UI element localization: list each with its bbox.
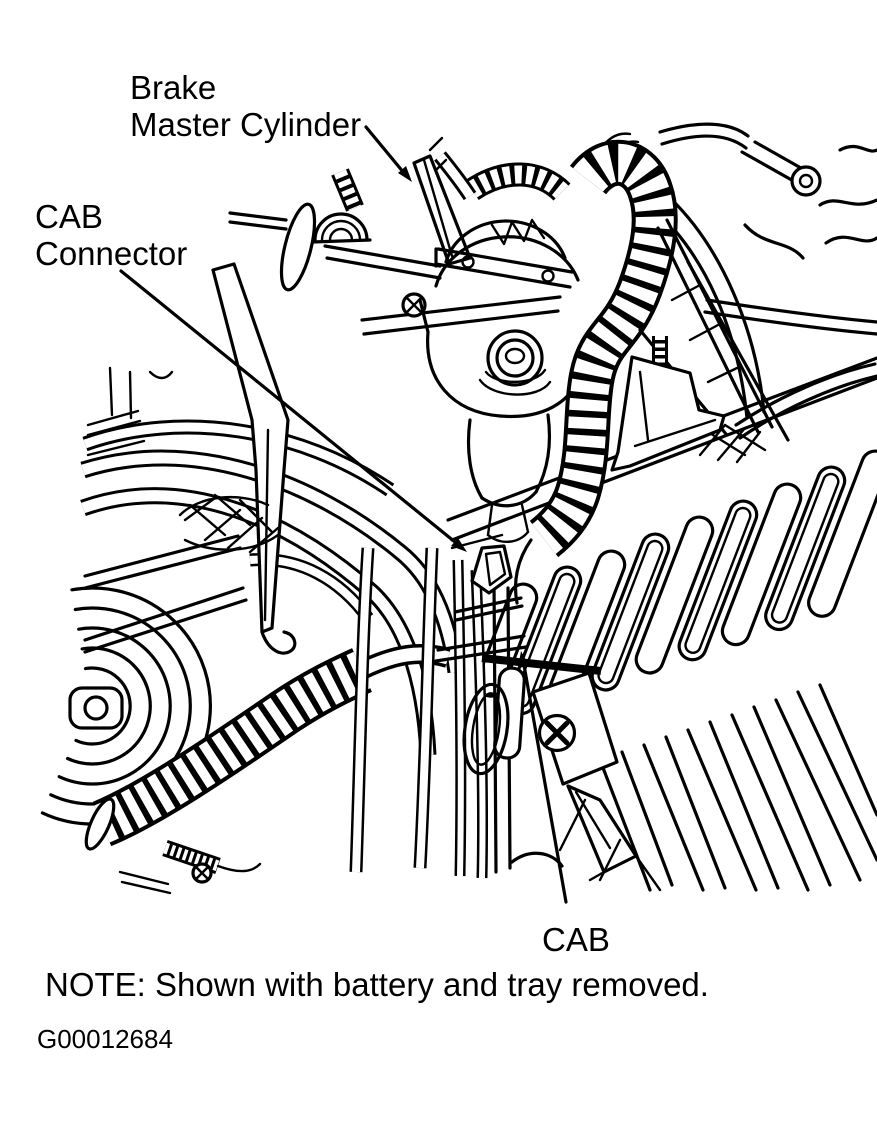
cab-connector-part xyxy=(472,546,511,593)
accordion-hose xyxy=(81,654,448,893)
bracket-plate xyxy=(612,357,724,470)
figure-id: G00012684 xyxy=(37,1024,173,1054)
brake-master-cylinder-label-line1: Brake xyxy=(130,69,217,106)
hood-prop-blade xyxy=(213,264,288,632)
note-text: NOTE: Shown with battery and tray removed. xyxy=(45,966,709,1003)
cab-label: CAB xyxy=(542,921,610,958)
cab-connector-label-line1: CAB xyxy=(35,198,103,235)
brake-master-cylinder-label-line2: Master Cylinder xyxy=(130,106,362,143)
brake-master-cylinder-callout-arrow xyxy=(366,127,412,182)
panel-lower-ribs xyxy=(600,685,877,890)
cab-connector-label-line2: Connector xyxy=(35,235,188,272)
corrugated-conduit xyxy=(544,163,655,539)
engine-harness-left xyxy=(83,264,456,755)
